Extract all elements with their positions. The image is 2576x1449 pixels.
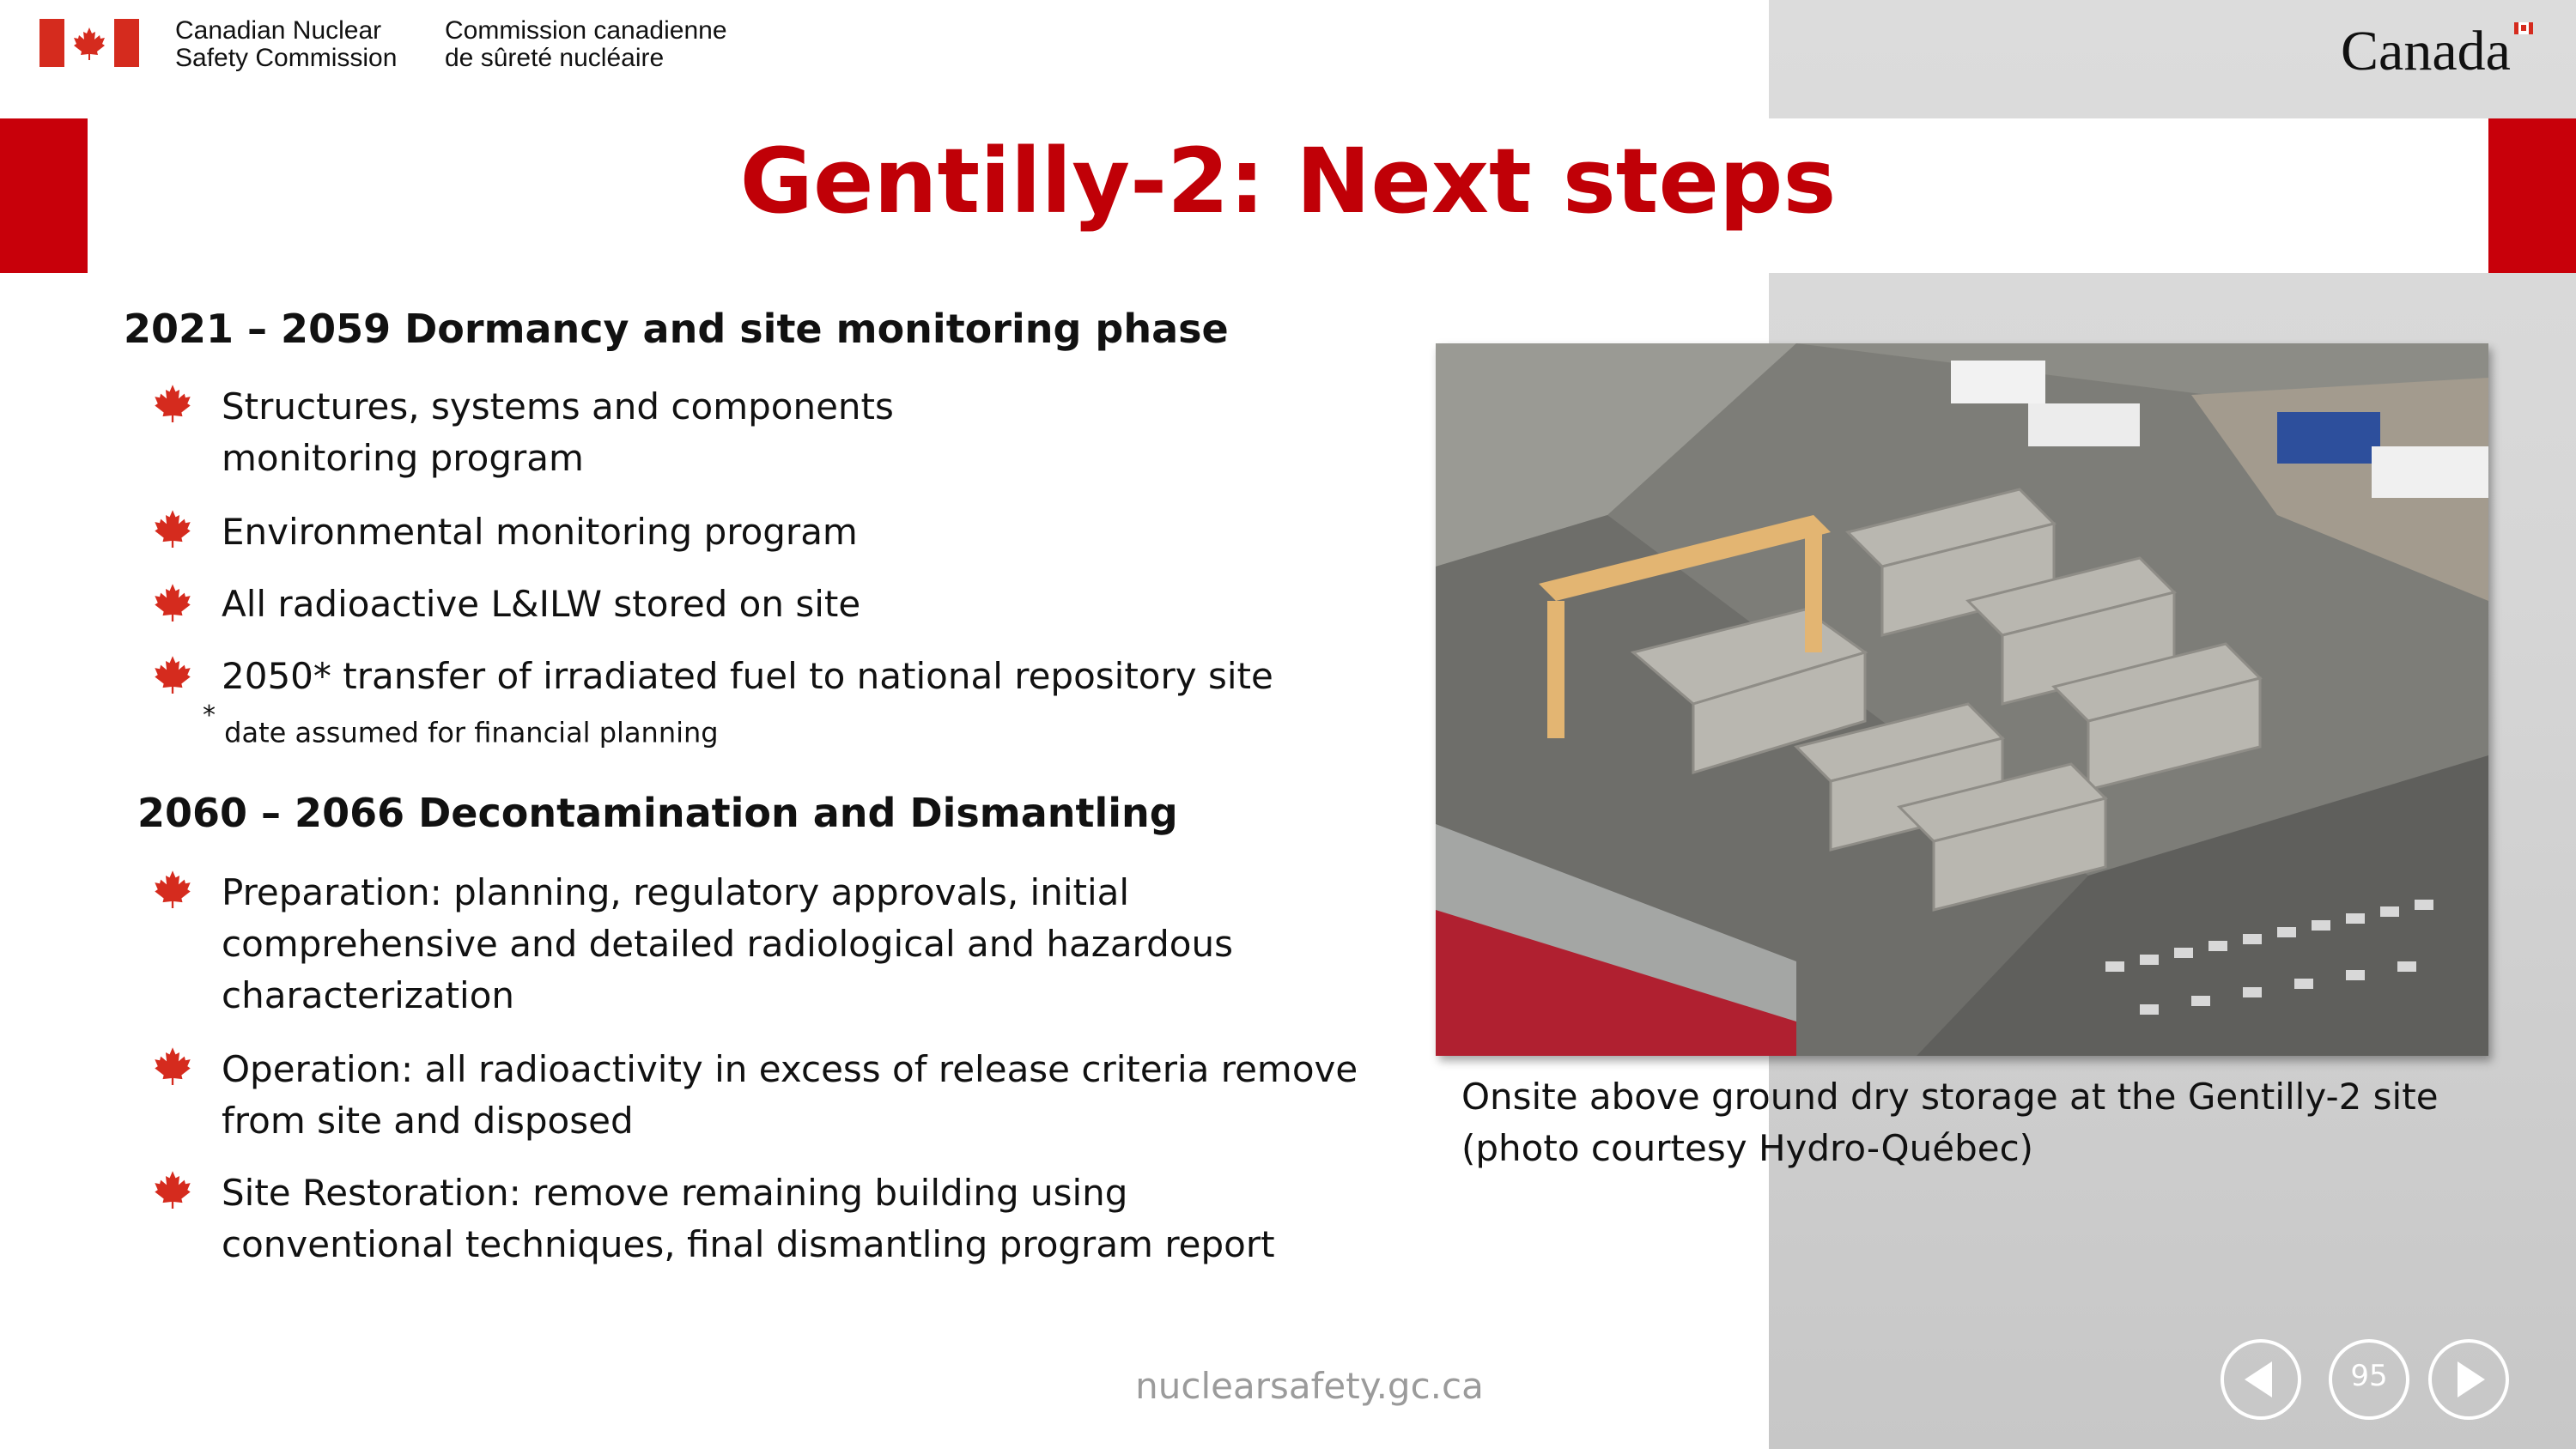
maple-leaf-icon xyxy=(153,1046,192,1085)
section2-bullet-3-line2: conventional techniques, final dismantling program report xyxy=(222,1223,1275,1265)
footnote-text: date assumed for financial planning xyxy=(224,716,719,749)
footnote xyxy=(203,700,719,749)
section2-bullet-3-line1: Site Restoration: remove remaining building using xyxy=(222,1172,1128,1214)
slide-title: Gentilly-2: Next steps xyxy=(739,129,1837,233)
maple-leaf-icon xyxy=(153,654,192,694)
maple-leaf-icon xyxy=(153,383,192,422)
cnsc-logo xyxy=(39,19,139,70)
canada-flag-icon xyxy=(39,19,139,67)
maple-leaf-icon xyxy=(153,508,192,548)
photo-caption xyxy=(1461,1071,2439,1174)
section1-bullet-4 xyxy=(222,651,1273,702)
section2-bullet-1-line2: comprehensive and detailed radiological and hazardous xyxy=(222,923,1233,965)
photo-caption-line1: Onsite above ground dry storage at the Gentilly-2 site xyxy=(1461,1076,2439,1118)
maple-leaf-icon xyxy=(153,582,192,621)
agency-name-en-line2: Safety Commission xyxy=(175,44,398,72)
section2-bullet-1-line3: characterization xyxy=(222,974,515,1016)
section2-bullet-3 xyxy=(222,1167,1275,1270)
footer-url[interactable]: nuclearsafety.gc.ca xyxy=(1135,1365,1484,1407)
wordmark-flag-icon xyxy=(2514,22,2533,34)
section1-bullet-2-line1: Environmental monitoring program xyxy=(222,511,858,553)
section1-bullet-3 xyxy=(222,579,860,630)
site-photo xyxy=(1436,343,2488,1056)
page-number: 95 xyxy=(2329,1339,2409,1420)
section2-bullet-2 xyxy=(222,1044,1358,1147)
next-arrow-icon xyxy=(2432,1343,2506,1416)
section1-bullet-1-line2: monitoring program xyxy=(222,437,584,479)
canada-wordmark: Canada xyxy=(2341,20,2511,82)
section2-heading: 2060 – 2066 Decontamination and Dismantling xyxy=(137,790,1178,836)
section1-bullet-3-line1: All radioactive L&ILW stored on site xyxy=(222,583,861,625)
section1-bullet-1 xyxy=(222,381,894,484)
agency-name-fr xyxy=(445,17,727,72)
section1-heading: 2021 – 2059 Dormancy and site monitoring phase xyxy=(124,306,1229,352)
section2-bullet-2-line2: from site and disposed xyxy=(222,1100,634,1142)
agency-name-en xyxy=(175,17,397,72)
section2-bullet-1-line1: Preparation: planning, regulatory approvals, initial xyxy=(222,871,1130,913)
maple-leaf-icon xyxy=(153,869,192,908)
section2-bullet-2-line1: Operation: all radioactivity in excess of release criteria remove xyxy=(222,1048,1358,1090)
prev-arrow-icon xyxy=(2224,1343,2298,1416)
section1-bullet-2 xyxy=(222,506,858,558)
section2-bullet-1 xyxy=(222,867,1233,1022)
section1-bullet-1-line1: Structures, systems and components xyxy=(222,385,894,427)
section1-bullet-4-line1: 2050* transfer of irradiated fuel to national repository site xyxy=(222,655,1273,697)
agency-name-fr-line2: de sûreté nucléaire xyxy=(445,44,665,72)
photo-caption-line2: (photo courtesy Hydro-Québec) xyxy=(1461,1127,2034,1169)
prev-slide-button[interactable] xyxy=(2221,1339,2301,1420)
next-slide-button[interactable] xyxy=(2428,1339,2509,1420)
agency-name-en-line1: Canadian Nuclear xyxy=(175,16,382,45)
maple-leaf-icon xyxy=(153,1169,192,1209)
footnote-mark: * xyxy=(203,700,216,731)
agency-name-fr-line1: Commission canadienne xyxy=(445,16,727,45)
